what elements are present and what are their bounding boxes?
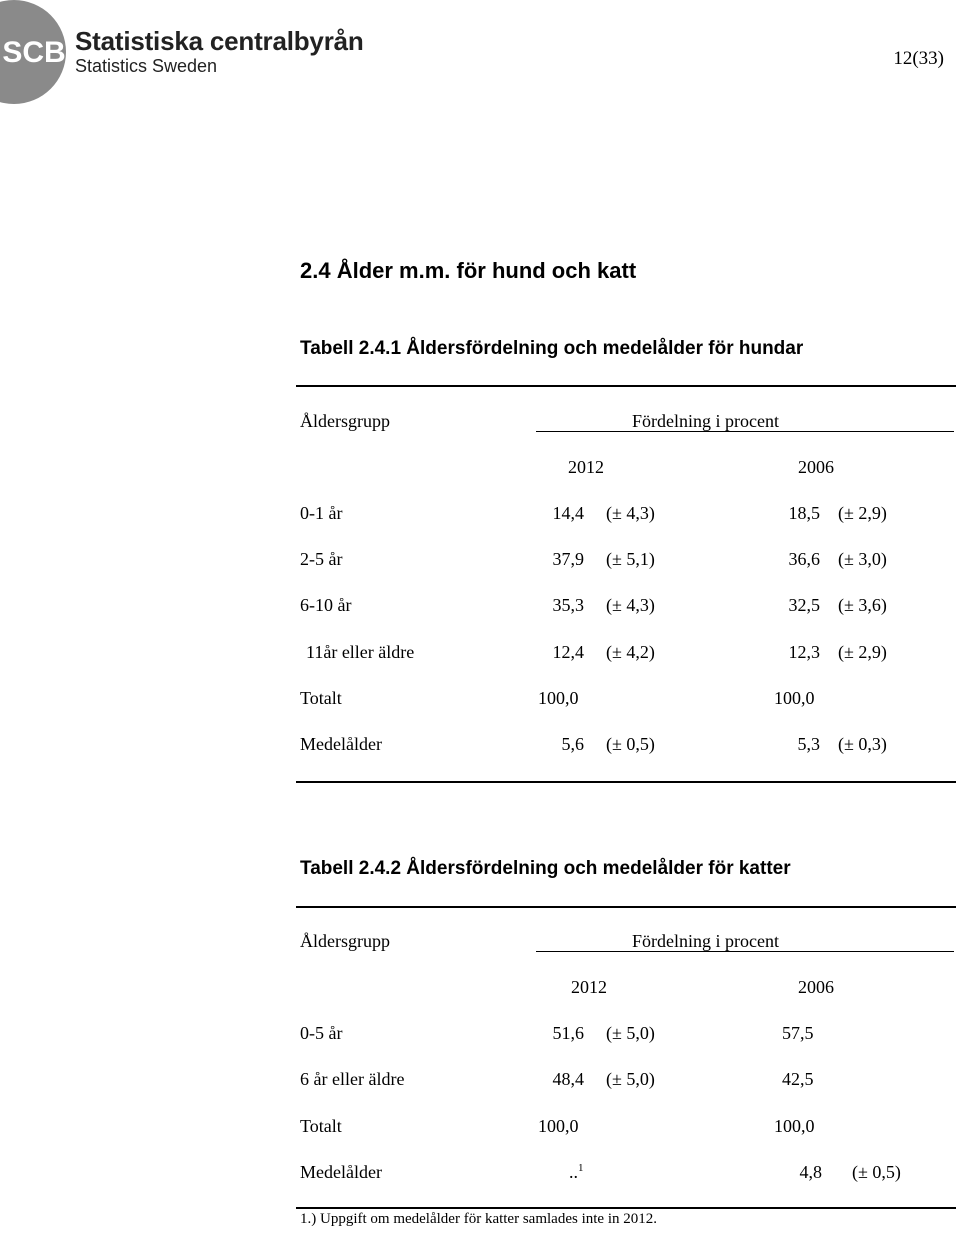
value-2012: 48,4 — [552, 1069, 584, 1089]
table2-col-group-label: Åldersgrupp — [300, 931, 390, 951]
value-2006: 100,0 — [774, 1116, 815, 1136]
row-label: Totalt — [300, 1116, 342, 1136]
table2-year-2012: 2012 — [571, 977, 607, 997]
logo-text: SCB — [2, 36, 66, 69]
ci-2012: (± 5,1) — [606, 549, 655, 569]
value-2012-cell — [569, 1162, 584, 1183]
row-label: 6-10 år — [300, 595, 352, 615]
ci-2012: (± 4,2) — [606, 642, 655, 662]
brand-subtitle: Statistics Sweden — [75, 56, 218, 76]
table2-footnote: 1.) Uppgift om medelålder för katter samlades inte in 2012. — [300, 1211, 657, 1227]
ci-2006: (± 0,3) — [838, 734, 887, 754]
row-label: Totalt — [300, 688, 342, 708]
row-label: Medelålder — [300, 1162, 382, 1182]
section-title: 2.4 Ålder m.m. för hund och katt — [300, 258, 637, 283]
value-2006: 100,0 — [774, 688, 815, 708]
value-2012: 35,3 — [552, 595, 584, 615]
table1-span-label: Fördelning i procent — [632, 411, 779, 431]
row-label: 11år eller äldre — [306, 642, 415, 662]
row-label: Medelålder — [300, 734, 382, 754]
table1-span-underline — [536, 431, 954, 432]
table2-year-2006: 2006 — [798, 977, 834, 997]
value-2012: .. — [569, 1162, 578, 1182]
row-label: 2-5 år — [300, 549, 343, 569]
ci-2012: (± 4,3) — [606, 503, 655, 523]
row-label: 0-1 år — [300, 503, 343, 523]
value-2006: 12,3 — [788, 642, 820, 662]
scb-logo-icon — [0, 0, 72, 104]
table1-bottom-rule — [296, 781, 956, 783]
value-2012: 100,0 — [538, 688, 579, 708]
row-label: 0-5 år — [300, 1023, 343, 1043]
table2-bottom-rule — [296, 1207, 956, 1209]
ci-2006: (± 3,0) — [838, 549, 887, 569]
table2-span-underline — [536, 951, 954, 952]
ci-2012: (± 4,3) — [606, 595, 655, 615]
value-2006: 42,5 — [782, 1069, 814, 1089]
ci-2006: (± 3,6) — [838, 595, 887, 615]
value-2012: 12,4 — [552, 642, 584, 662]
row-label: 6 år eller äldre — [300, 1069, 405, 1089]
value-2006: 57,5 — [782, 1023, 814, 1043]
ci-2012: (± 0,5) — [606, 734, 655, 754]
value-2012: 100,0 — [538, 1116, 579, 1136]
table1-col-group-label: Åldersgrupp — [300, 411, 390, 431]
footnote-marker: 1 — [578, 1162, 584, 1174]
ci-2012: (± 5,0) — [606, 1069, 655, 1089]
ci-2012: (± 5,0) — [606, 1023, 655, 1043]
value-2012: 37,9 — [552, 549, 584, 569]
value-2006: 18,5 — [788, 503, 820, 523]
value-2006: 36,6 — [788, 549, 820, 569]
value-2012: 14,4 — [552, 503, 584, 523]
table1-year-2012: 2012 — [568, 457, 604, 477]
table1-top-rule — [296, 385, 956, 387]
table2-top-rule — [296, 906, 956, 908]
table2-title: Tabell 2.4.2 Åldersfördelning och medelålder för katter — [300, 858, 791, 879]
value-2006: 5,3 — [797, 734, 820, 754]
value-2012: 5,6 — [561, 734, 584, 754]
table1-year-2006: 2006 — [798, 457, 834, 477]
value-2012: 51,6 — [552, 1023, 584, 1043]
brand-name: Statistiska centralbyrån — [75, 26, 364, 56]
ci-2006: (± 0,5) — [852, 1162, 901, 1182]
table1-title: Tabell 2.4.1 Åldersfördelning och medelålder för hundar — [300, 338, 804, 359]
value-2006: 4,8 — [799, 1162, 822, 1182]
table2-span-label: Fördelning i procent — [632, 931, 779, 951]
scb-logo — [0, 0, 72, 109]
ci-2006: (± 2,9) — [838, 503, 887, 523]
ci-2006: (± 2,9) — [838, 642, 887, 662]
page-number: 12(33) — [893, 48, 944, 69]
value-2006: 32,5 — [788, 595, 820, 615]
